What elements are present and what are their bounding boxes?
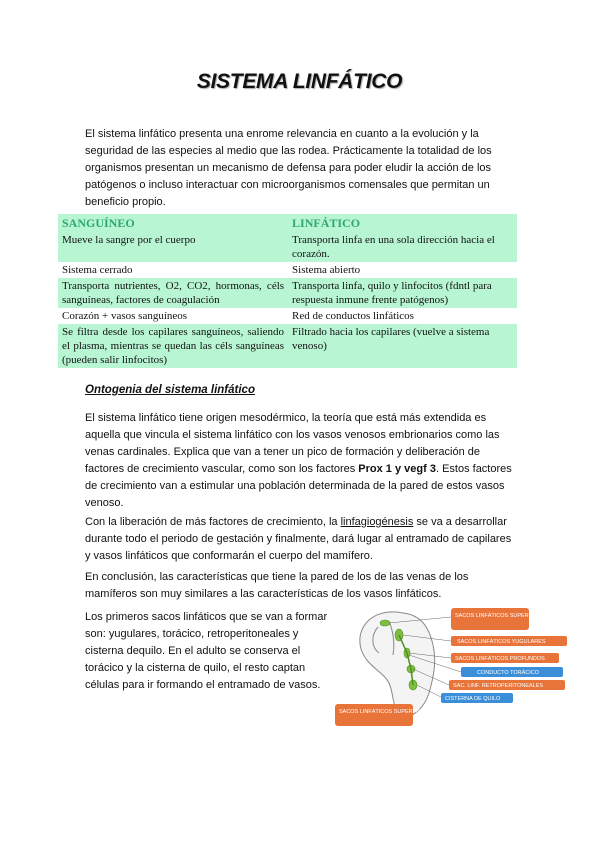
label-retroperitoneales — [449, 680, 565, 690]
label-text: SACOS LINFÁTICOS SUPERFICIALES — [339, 709, 438, 715]
label-profundos — [451, 653, 559, 663]
bold-term: Prox 1 y vegf 3 — [358, 463, 436, 475]
lymph-sacs-diagram — [333, 605, 573, 727]
table-cell: Red de conductos linfáticos — [292, 310, 414, 322]
table-cell: Se filtra desde los capilares sanguíneos, saliendo el plasma, mientras se quedan las céls sanguíneas (pueden salir linfocitos) — [58, 324, 288, 368]
table-cell: Sistema cerrado — [62, 264, 133, 276]
table-cell: Sistema abierto — [292, 264, 361, 276]
table-row — [58, 262, 517, 278]
underlined-term: linfagiogénesis — [340, 516, 414, 528]
header-sanguineo: SANGUÍNEO — [58, 214, 288, 232]
table-cell: Transporta linfa, quilo y linfocitos (fdntl para respuesta inmune frente patógenos) — [288, 278, 517, 308]
table-row — [58, 308, 517, 324]
label-text: CISTERNA DE QUILO — [445, 696, 501, 702]
label-text: CONDUCTO TORÁCICO — [477, 670, 540, 676]
label-cisterna — [441, 693, 513, 703]
paragraph-ontogenia-2 — [85, 514, 517, 565]
table-row — [58, 232, 517, 262]
page-title: SISTEMA LINFÁTICO — [196, 70, 403, 93]
section-title: Ontogenia del sistema linfático — [85, 384, 255, 396]
header-linfatico: LINFÁTICO — [288, 214, 517, 232]
table-cell: Mueve la sangre por el cuerpo — [58, 232, 288, 262]
embryo-illustration — [360, 612, 435, 716]
label-text: SAC. LINF. RETROPERITONEALES — [453, 683, 544, 689]
table-cell: Corazón + vasos sanguíneos — [62, 310, 188, 322]
label-text: SACOS LINFÁTICOS YUGULARES — [457, 639, 546, 645]
label-text: SACOS LINFÁTICOS SUPERFICIALES — [455, 613, 554, 619]
table-row — [58, 278, 517, 308]
text-run: se va a desarrollar durante todo el periodo de gestación y finalmente, dará lugar al entramado de capilares y vasos linfáticos que conformarán el cuerpo del mamífero. — [85, 516, 512, 562]
paragraph-ontogenia-1 — [85, 410, 517, 512]
text-run: El sistema linfático tiene origen mesodérmico, la teoría que está más extendida es aquella que vincula el sistema linfático con los vasos venosos embrionarios como las venas cardinales. Explica que van a tener un pico de formación y deliberación de factores de crecimiento vascular, como son los factores — [85, 412, 500, 475]
comparison-table — [58, 214, 517, 368]
paragraph-conclusion: En conclusión, las características que tiene la pared de los de las venas de los mamíferos son muy similares a las características de los vasos linfáticos. — [85, 571, 469, 600]
table-row — [58, 324, 517, 368]
text-run: . Estos factores de crecimiento van a estimular una población determinada de la pared de estos vasos venoso. — [85, 463, 512, 509]
paragraph-sacos: Los primeros sacos linfáticos que se van a formar son: yugulares, torácico, retroperitoneales y cisterna dequilo. En el adulto se conserva el torácico y la cisterna de quilo, el resto captan células para ir formando el entramado de vasos. — [85, 611, 328, 691]
table-cell: Transporta nutrientes, O2, CO2, hormonas, céls sanguíneas, factores de coagulación — [58, 278, 288, 308]
intro-paragraph: El sistema linfático presenta una enrome relevancia en cuanto a la evolución y la seguridad de las especies al medio que las rodea. Prácticamente la totalidad de los organismos presentan un mecanismo de defensa para poder eludir la acción de los patógenos o incluso interactuar con microorganismos comensales que permitan un beneficio propio. — [85, 128, 492, 208]
table-cell: Transporta linfa en una sola dirección hacia el corazón. — [288, 232, 517, 262]
table-header-row — [58, 214, 517, 232]
label-superficiales-top — [451, 608, 553, 630]
text-run: Con la liberación de más factores de crecimiento, la — [85, 516, 341, 528]
label-yugulares — [451, 636, 567, 646]
label-conducto-toracico — [461, 667, 563, 677]
table-cell: Filtrado hacia los capilares (vuelve a sistema venoso) — [288, 324, 517, 368]
label-text: SACOS LINFÁTICOS PROFUNDOS — [455, 656, 545, 662]
